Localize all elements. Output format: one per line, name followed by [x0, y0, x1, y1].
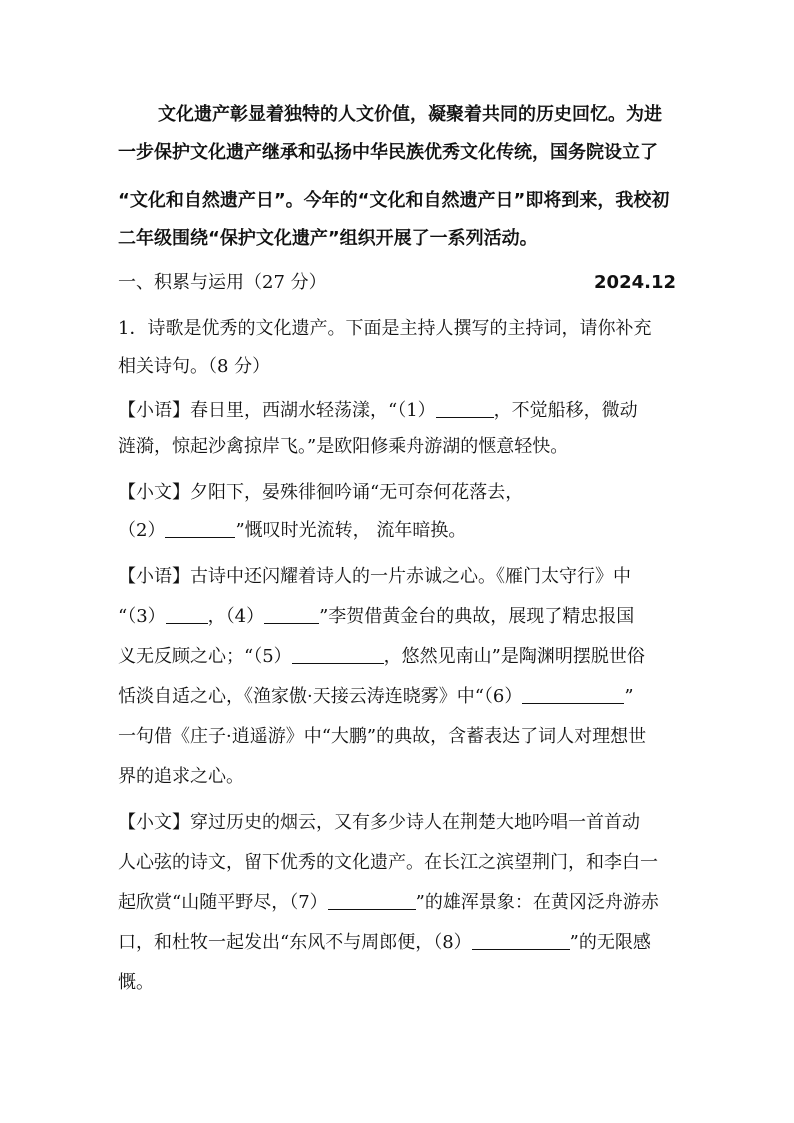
para4-text-a: 起欣赏“山随平野尽，（7）	[118, 892, 328, 913]
para3-line-3	[118, 642, 645, 672]
section-date: 2024.12	[594, 272, 676, 293]
blank-8[interactable]	[472, 931, 570, 950]
para2-text-a: （2）	[118, 520, 166, 541]
blank-1[interactable]	[436, 399, 494, 418]
para3-text-f: 恬淡自适之心，《渔家傲·天接云涛连晓雾》中“（6）	[118, 686, 523, 707]
blank-4[interactable]	[264, 605, 319, 624]
question-line-2: 相关诗句。（8 分）	[118, 356, 271, 377]
para3-text-d: 义无反顾之心；“（5）	[118, 646, 292, 667]
para3-line-1: 【小语】古诗中还闪耀着诗人的一片赤诚之心。《雁门太守行》中	[118, 566, 631, 587]
para3-line-2	[118, 602, 634, 632]
para3-line-5: 一句借《庄子·逍遥游》中“大鹏”的典故，含蓄表达了词人对理想世	[118, 726, 647, 747]
intro-line-2: 一步保护文化遗产继承和弘扬中华民族优秀文化传统，国务院设立了	[118, 142, 658, 163]
intro-line-4: 二年级围绕“保护文化遗产”组织开展了一系列活动。	[118, 228, 538, 249]
blank-6[interactable]	[522, 685, 624, 704]
para1-text-a: 【小语】春日里，西湖水轻荡漾，“（1）	[118, 400, 436, 421]
para4-line-4	[118, 928, 651, 958]
para2-text-b: ”慨叹时光流转， 流年暗换。	[235, 520, 467, 541]
para4-line-2: 人心弦的诗文，留下优秀的文化遗产。在长江之滨望荆门，和李白一	[118, 852, 658, 873]
blank-3[interactable]	[166, 605, 208, 624]
para2-line-2	[118, 516, 466, 546]
para2-line-1: 【小文】夕阳下，晏殊徘徊吟诵“无可奈何花落去，	[118, 482, 524, 503]
para4-text-c: 口，和杜牧一起发出“东风不与周郎便，（8）	[118, 932, 472, 953]
para1-text-b: ，不觉船移，微动	[493, 400, 638, 421]
section-header	[118, 268, 676, 298]
para3-text-b: ，（4）	[207, 606, 265, 627]
para3-line-6: 界的追求之心。	[118, 766, 244, 787]
blank-2[interactable]	[165, 519, 235, 538]
para3-line-4	[118, 682, 634, 712]
para1-line-1	[118, 396, 638, 426]
para3-text-c: ”李贺借黄金台的典故，展现了精忠报国	[319, 606, 635, 627]
question-line-1: 1．诗歌是优秀的文化遗产。下面是主持人撰写的主持词，请你补充	[118, 318, 652, 339]
para3-text-a: “（3）	[118, 606, 166, 627]
section-title: 一、积累与运用（27 分）	[118, 272, 327, 293]
para4-line-5: 慨。	[118, 972, 154, 993]
para3-text-e: ，悠然见南山”是陶渊明摆脱世俗	[383, 646, 645, 667]
intro-line-3: “文化和自然遗产日”。今年的“文化和自然遗产日”即将到来，我校初	[118, 190, 670, 211]
para4-text-d: ”的无限感	[569, 932, 651, 953]
para4-text-b: ”的雄浑景象：在黄冈泛舟游赤	[415, 892, 659, 913]
para3-text-g: ”	[624, 686, 634, 707]
para4-line-1: 【小文】穿过历史的烟云，又有多少诗人在荆楚大地吟唱一首首动	[118, 812, 640, 833]
intro-line-1: 文化遗产彰显着独特的人文价值，凝聚着共同的历史回忆。为进	[158, 104, 662, 125]
para1-line-2: 涟漪，惊起沙禽掠岸飞。”是欧阳修乘舟游湖的惬意轻快。	[118, 436, 569, 457]
para4-line-3	[118, 888, 659, 918]
blank-7[interactable]	[328, 891, 416, 910]
blank-5[interactable]	[292, 645, 384, 664]
